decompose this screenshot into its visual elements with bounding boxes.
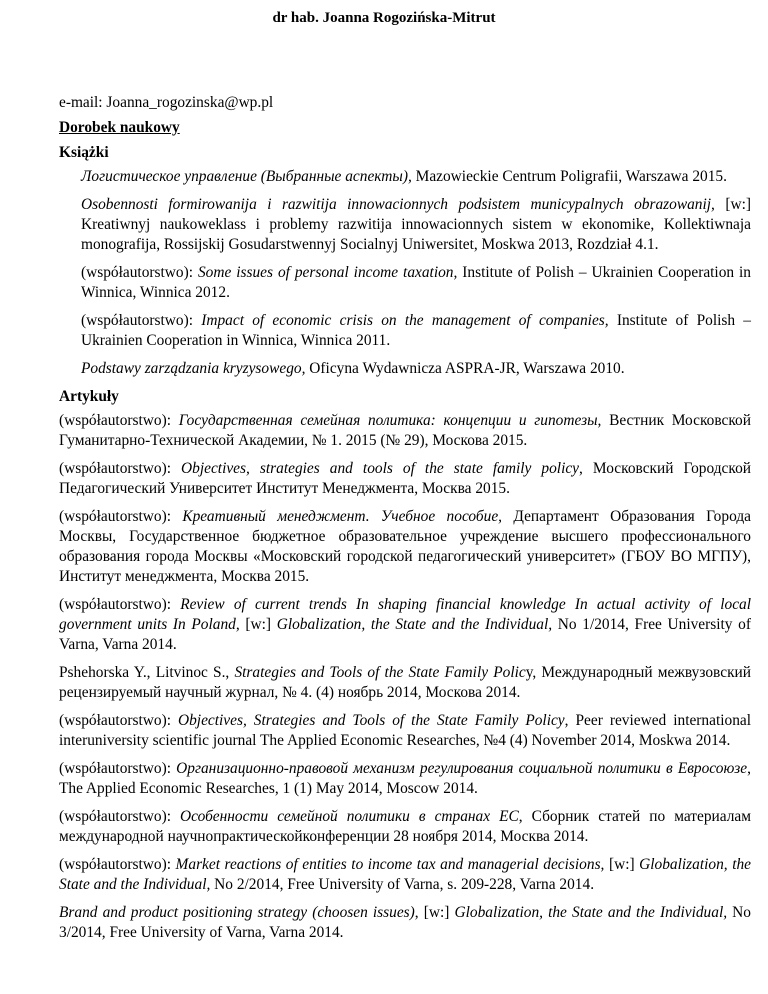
article-journal-title: Globalization, the State and the Individual, xyxy=(276,616,553,633)
article-authors: Pshehorska Y., Litvinoc S., xyxy=(59,664,235,681)
page-header-author: dr hab. Joanna Rogozińska-Mitrut xyxy=(272,10,496,26)
article-coauthor-note: (współautorstwo): xyxy=(59,808,181,825)
article-title: Государственная семейная политика: концепции и гипотезы, xyxy=(178,412,602,429)
article-coauthor-note: (współautorstwo): xyxy=(59,412,179,429)
article-coauthor-note: (współautorstwo): xyxy=(59,460,182,477)
heading-dorobek-naukowy: Dorobek naukowy xyxy=(59,119,180,136)
book-entry xyxy=(81,263,751,303)
article-title: Особенности семейной политики в странах ЕС xyxy=(180,808,519,825)
heading-articles: Artykuły xyxy=(59,388,119,405)
article-coauthor-note: (współautorstwo): xyxy=(59,508,183,525)
article-entry xyxy=(59,595,751,655)
article-entry xyxy=(59,663,751,703)
book-entry xyxy=(81,195,751,255)
article-title: Review of current trends In shaping financial knowledge In actual activity of local government units In Poland, xyxy=(59,596,751,633)
article-connector: , [w:] xyxy=(414,904,455,921)
book-details: Institute of Polish – Ukrainien Cooperation in Winnica, Winnica 2011. xyxy=(81,312,752,349)
book-coauthor-note: (współautorstwo): xyxy=(81,264,198,281)
article-connector: [w:] xyxy=(239,616,277,633)
article-coauthor-note: (współautorstwo): xyxy=(59,760,177,777)
article-details: No 3/2014, Free University of Varna, Varna 2014. xyxy=(59,904,751,941)
article-title: Objectives, strategies and tools of the state family policy xyxy=(181,460,580,477)
article-entry xyxy=(59,411,751,451)
article-details: Департамент Образования Города Москвы, Государственное бюджетное образовательное учреждение высшего профессионального образования города Москвы «Московский городской педагогический университет» (ГБОУ ВО МГПУ), Институт менеджмента, Москва 2015. xyxy=(59,508,751,585)
document-body xyxy=(59,93,751,951)
article-coauthor-note: (współautorstwo): xyxy=(59,712,178,729)
heading-books: Książki xyxy=(59,144,109,161)
article-title: Креативный менеджмент. Учебное пособие, xyxy=(182,508,502,525)
article-title: Objectives, Strategies and Tools of the State Family Policy xyxy=(178,712,565,729)
article-details: Вестник Московской Гуманитарно-Технической Академии, № 1. 2015 (№ 29), Москова 2015. xyxy=(59,412,751,449)
book-entry xyxy=(81,167,751,187)
article-title: Brand and product positioning strategy (choosen issues) xyxy=(59,904,415,921)
book-title: Podstawy zarządzania kryzysowego, xyxy=(81,360,306,377)
article-details: , Сборник статей по материалам международной научнопрактическойконференции 28 ноября 2014, Москва 2014. xyxy=(59,808,751,845)
book-title: Impact of economic crisis on the management of companies, xyxy=(201,312,609,329)
book-details: [w:] Kreatiwnyj naukoweklass i problemy razwitija innowacionnych sistem w ekonomike, Kollektiwnaja monografija, Rossijskij Gosudarstwennyj Socialnyj Uniwersitet, Moskwa 2013, Rozdział 4.1. xyxy=(81,196,751,253)
email-line: e-mail: Joanna_rogozinska@wp.pl xyxy=(59,94,274,111)
article-entry xyxy=(59,711,751,751)
article-coauthor-note: (współautorstwo): xyxy=(59,856,176,873)
article-entry xyxy=(59,807,751,847)
article-title: Организационно-правовой механизм регулирования социальной политики в Евросоюзе xyxy=(176,760,748,777)
book-title: Логистическое управление (Выбранные аспекты), xyxy=(81,168,412,185)
article-coauthor-note: (współautorstwo): xyxy=(59,596,181,613)
article-details: No 1/2014, Free University of Varna, Varna 2014. xyxy=(59,616,751,653)
book-title: Osobennosti formirowanija i razwitija innowacionnych podsistem municypalnych obrazowanij, xyxy=(81,196,715,213)
article-details: No 2/2014, Free University of Varna, s. 209-228, Varna 2014. xyxy=(210,876,595,893)
article-entry xyxy=(59,759,751,799)
article-entry xyxy=(59,855,751,895)
article-connector: [w:] xyxy=(604,856,640,873)
book-details: Oficyna Wydawnicza ASPRA-JR, Warszawa 2010. xyxy=(305,360,625,377)
book-entry xyxy=(81,359,751,379)
article-details: , Peer reviewed international interuniversity scientific journal The Applied Economic Researches, №4 (4) November 2014, Moskwa 2014. xyxy=(59,712,752,749)
article-entry xyxy=(59,507,751,587)
book-title: Some issues of personal income taxation, xyxy=(197,264,458,281)
article-title: Market reactions of entities to income tax and managerial decisions, xyxy=(175,856,605,873)
book-entry xyxy=(81,311,751,351)
article-title: Strategies and Tools of the State Family Polic xyxy=(234,664,526,681)
book-coauthor-note: (współautorstwo): xyxy=(81,312,202,329)
book-details: Mazowieckie Centrum Poligrafii, Warszawa 2015. xyxy=(411,168,727,185)
article-entry xyxy=(59,903,751,943)
article-entry xyxy=(59,459,751,499)
book-details: Institute of Polish – Ukrainien Cooperation in Winnica, Winnica 2012. xyxy=(81,264,752,301)
article-journal-title: Globalization, the State and the Individual, xyxy=(59,856,751,893)
article-journal-title: Globalization, the State and the Individual, xyxy=(454,904,728,921)
article-details: y, Международный межвузовский рецензируемый научный журнал, № 4. (4) ноябрь 2014, Москова 2014. xyxy=(59,664,752,701)
article-details: , The Applied Economic Researches, 1 (1) May 2014, Moscow 2014. xyxy=(59,760,751,797)
article-details: , Московский Городской Педагогический Университет Институт Менеджмента, Москва 2015. xyxy=(59,460,751,497)
